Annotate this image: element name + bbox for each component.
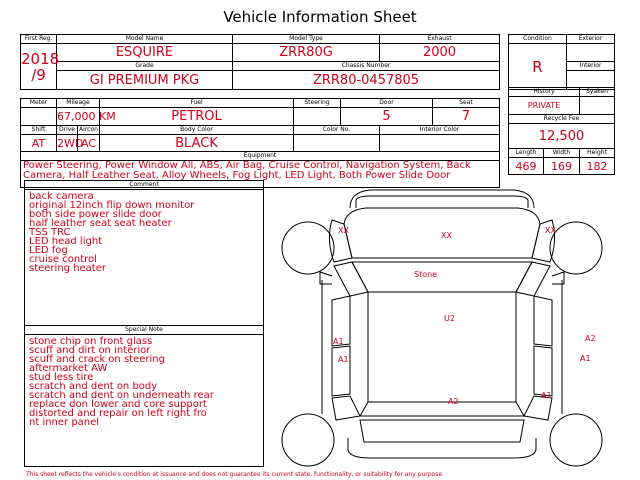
width-label: Width [544, 149, 580, 158]
special-note-label: Special Note [25, 326, 263, 335]
comment-line: back camera [29, 191, 94, 202]
special-note-line: scratch and dent on underneath rear [29, 390, 214, 401]
body-color-value: BLACK [100, 135, 294, 152]
roof [368, 292, 516, 402]
special-note-line: stone chip on front glass [29, 336, 153, 347]
first-reg-label: First Reg. [21, 35, 57, 44]
special-note-line: distorted and repair on left right fro [29, 408, 207, 419]
aircon-value: AC [78, 135, 100, 152]
meter-label: Meter [21, 99, 57, 108]
comment-line: half leather seat seat heater [29, 218, 172, 229]
damage-mark: XX [441, 231, 452, 240]
drive-value: 2WD [57, 136, 84, 150]
history-value: PRIVATE [509, 97, 580, 115]
rear-left-wheel [282, 414, 334, 466]
exhaust-value: 2000 [380, 44, 500, 62]
mileage-value: 67,000 KM [57, 108, 100, 126]
special-note-line: scuff and crack on steering [29, 354, 165, 365]
damage-mark: A2 [585, 334, 596, 343]
door-value: 5 [341, 108, 433, 126]
tailgate [360, 420, 524, 442]
steering-value [294, 108, 341, 126]
sheet-title: Vehicle Information Sheet [223, 8, 417, 26]
recycle-fee-value: 12,500 [509, 124, 615, 149]
right-slide-door [534, 346, 552, 396]
comment-label: Comment [25, 181, 263, 190]
front-right-wheel [550, 222, 602, 274]
meter-value [21, 108, 57, 126]
comment-line: LED fog [29, 245, 68, 256]
equipment-value: Power Steering, Power Window All, ABS, Air Bag, Cruise Control, Navigation System, Back Camera, Half Leather Seat, Alloy Wheels, Fog Light, LED Light, Both Power Slide Door [21, 161, 500, 188]
model-name-value: ESQUIRE [57, 44, 233, 62]
syaken-label: Syaken [580, 88, 615, 97]
damage-mark: Stone [414, 270, 438, 279]
equipment-label: Equipment [21, 152, 500, 161]
comment-line: original 12inch flip down monitor [29, 200, 195, 211]
history-label: History [509, 88, 580, 97]
damage-mark: A1 [580, 354, 591, 363]
first-reg-value [21, 44, 60, 90]
fuel-value: PETROL [100, 108, 294, 126]
first-reg-year: 2018 [21, 49, 60, 68]
body-color-label: Body Color [100, 126, 294, 135]
damage-mark: A1 [338, 355, 349, 364]
front-left-wheel [282, 222, 334, 274]
first-reg-month: /9 [31, 65, 46, 84]
left-slide-door [332, 346, 350, 396]
damage-mark: A2 [448, 397, 459, 406]
windshield [352, 262, 532, 292]
comment-list [25, 190, 263, 273]
exhaust-label: Exhaust [380, 35, 500, 44]
length-value: 469 [509, 158, 544, 175]
comment-line: both side power slide door [29, 209, 162, 220]
aircon-label: Aircon [79, 126, 98, 133]
rear-window [360, 402, 524, 416]
seat-label: Seat [433, 99, 500, 108]
comment-line: LED head light [29, 236, 103, 247]
condition-table [508, 34, 615, 90]
special-note-line: aftermarket AW [29, 363, 108, 374]
special-note-box [24, 325, 264, 467]
comment-line: steering heater [29, 263, 106, 274]
special-note-line: nt inner panel [29, 417, 100, 428]
recycle-fee-label: Recycle Fee [509, 115, 615, 124]
damage-mark: XX [338, 226, 349, 235]
front-bumper [350, 190, 534, 208]
interior-label: Interior [567, 62, 615, 71]
special-note-line: stud less tire [29, 372, 94, 383]
special-note-line: scuff and dirt on interior [29, 345, 151, 356]
model-name-label: Model Name [57, 35, 233, 44]
special-note-line: replace don lower and core support [29, 399, 207, 410]
grade-label: Grade [57, 62, 233, 71]
syaken-value [580, 97, 615, 115]
damage-mark: A1 [333, 337, 344, 346]
exterior-label: Exterior [567, 35, 615, 44]
grade-value: GI PREMIUM PKG [57, 71, 233, 90]
seat-value: 7 [433, 108, 500, 126]
comment-line: cruise control [29, 254, 97, 265]
comment-box [24, 180, 264, 326]
width-value: 169 [544, 158, 580, 175]
comment-line: TSS TRC [29, 227, 71, 238]
vehicle-info-table [20, 34, 500, 188]
condition-value: R [509, 44, 567, 90]
color-no-label: Color No. [294, 126, 380, 135]
interior-color-label: Interior Color [380, 126, 500, 135]
chassis-number-value: ZRR80-0457805 [233, 71, 500, 90]
interior-color-value [380, 135, 500, 152]
exterior-value [567, 44, 615, 62]
drive-label: Drive [57, 126, 78, 135]
vehicle-damage-diagram [270, 180, 614, 470]
rear-bumper [348, 438, 536, 458]
disclaimer-footer: This sheet reflects the vehicle's condition at issuance and does not guarantee its current state, functionality, or suitability for any purpose [26, 471, 443, 478]
left-a-pillar [334, 262, 368, 296]
right-front-door [534, 296, 552, 346]
color-no-value [294, 135, 380, 152]
model-type-label: Model Type [233, 35, 380, 44]
history-table [508, 87, 615, 175]
right-a-pillar [516, 262, 550, 296]
condition-label: Condition [509, 35, 567, 44]
fuel-label: Fuel [100, 99, 294, 108]
left-quarter [332, 396, 360, 420]
door-label: Door [341, 99, 433, 108]
damage-mark: A1 [541, 391, 552, 400]
shift-label: Shift [21, 126, 57, 135]
height-label: Height [580, 149, 615, 158]
chassis-number-label: Chassis Number [233, 62, 500, 71]
steering-label: Steering [294, 99, 341, 108]
special-note-list [25, 335, 263, 427]
height-value: 182 [580, 158, 615, 175]
damage-mark: XX [545, 226, 556, 235]
model-type-value: ZRR80G [233, 44, 380, 62]
special-note-line: scratch and dent on body [29, 381, 158, 392]
shift-value: AT [21, 135, 57, 152]
mileage-label: Mileage [57, 99, 100, 108]
damage-mark: U2 [444, 314, 455, 323]
length-label: Length [509, 149, 544, 158]
rear-right-wheel [550, 414, 602, 466]
